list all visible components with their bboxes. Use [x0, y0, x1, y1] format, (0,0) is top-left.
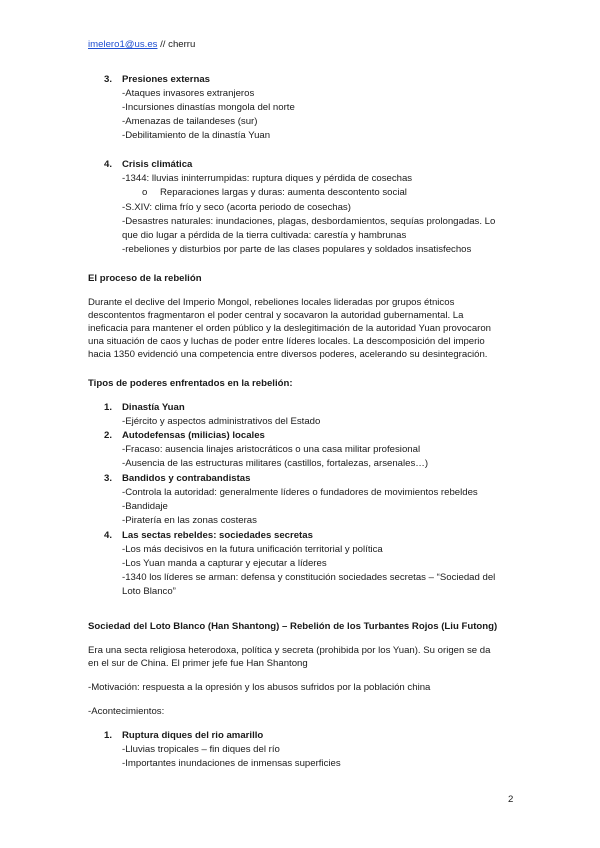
- list-item: que dio lugar a pérdida de la tierra cultivada: carestía y hambrunas: [122, 230, 407, 241]
- paragraph-line: -Acontecimientos:: [88, 706, 165, 717]
- list-number: 2.: [104, 430, 113, 441]
- list-title: Ruptura diques del rio amarillo: [122, 730, 264, 741]
- list-item: -Piratería en las zonas costeras: [122, 515, 257, 526]
- list-title: Presiones externas: [122, 74, 210, 85]
- list-item: Loto Blanco”: [122, 586, 176, 597]
- list-item: -1344: lluvias ininterrumpidas: ruptura diques y pérdida de cosechas: [122, 173, 413, 184]
- list-item: -rebeliones y disturbios por parte de las clases populares y soldados insatisfechos: [122, 244, 472, 255]
- paragraph-line: descontentos fragmentaron el poder central y socavaron la autoridad gubernamental. La: [88, 310, 464, 321]
- list-item: -Los Yuan manda a capturar y ejecutar a líderes: [122, 558, 327, 569]
- paragraph-line: en el sur de China. El primer jefe fue Han Shantong: [88, 658, 308, 669]
- list-item: -Desastres naturales: inundaciones, plagas, desbordamientos, sequías prolongadas. Lo: [122, 216, 496, 227]
- list-title: Autodefensas (milicias) locales: [122, 430, 265, 441]
- list-item: -Ejército y aspectos administrativos del Estado: [122, 416, 321, 427]
- list-item: -Debilitamiento de la dinastía Yuan: [122, 130, 271, 141]
- section-heading: Tipos de poderes enfrentados en la rebelión:: [88, 378, 293, 389]
- list-item: -Lluvias tropicales – fin diques del río: [122, 744, 280, 755]
- list-number: 3.: [104, 473, 113, 484]
- list-item: -Amenazas de tailandeses (sur): [122, 116, 258, 127]
- list-number: 3.: [104, 74, 113, 85]
- list-number: 4.: [104, 159, 113, 170]
- page-number: 2: [508, 794, 514, 805]
- list-item: -Incursiones dinastías mongola del norte: [122, 102, 295, 113]
- list-number: 1.: [104, 402, 113, 413]
- header: [88, 39, 195, 51]
- list-item: -Ataques invasores extranjeros: [122, 88, 255, 99]
- list-item: -1340 los líderes se arman: defensa y constitución sociedades secretas – “Sociedad del: [122, 572, 496, 583]
- header-author: cherru: [168, 39, 196, 50]
- list-number: 4.: [104, 530, 113, 541]
- list-item: -S.XIV: clima frío y seco (acorta periodo de cosechas): [122, 202, 351, 213]
- email-link[interactable]: imelero1@us.es: [88, 39, 158, 50]
- list-item: -Los más decisivos en la futura unificación territorial y política: [122, 544, 383, 555]
- bullet-marker: o: [142, 187, 148, 198]
- section-heading: El proceso de la rebelión: [88, 273, 202, 284]
- header-separator: //: [157, 39, 169, 50]
- section-heading: Sociedad del Loto Blanco (Han Shantong) – Rebelión de los Turbantes Rojos (Liu Futong): [88, 621, 498, 632]
- list-title: Las sectas rebeldes: sociedades secretas: [122, 530, 313, 541]
- list-item: -Ausencia de las estructuras militares (castillos, fortalezas, arsenales…): [122, 458, 429, 469]
- paragraph-line: -Motivación: respuesta a la opresión y los abusos sufridos por la población china: [88, 682, 431, 693]
- list-subitem: Reparaciones largas y duras: aumenta descontento social: [160, 187, 407, 198]
- list-title: Dinastía Yuan: [122, 402, 185, 413]
- list-item: -Fracaso: ausencia linajes aristocráticos o una casa militar profesional: [122, 444, 421, 455]
- paragraph-line: ineficacia para mantener el orden público y la deslegitimación de la autoridad Yuan provocaron: [88, 323, 492, 334]
- list-title: Crisis climática: [122, 159, 193, 170]
- list-item: -Bandidaje: [122, 501, 168, 512]
- paragraph-line: Durante el declive del Imperio Mongol, rebeliones locales lideradas por grupos étnicos: [88, 297, 455, 308]
- paragraph-line: una situación de caos y luchas de poder entre líderes locales. La descomposición del imperio: [88, 336, 485, 347]
- list-item: -Importantes inundaciones de inmensas superficies: [122, 758, 341, 769]
- list-number: 1.: [104, 730, 113, 741]
- list-title: Bandidos y contrabandistas: [122, 473, 251, 484]
- paragraph-line: Era una secta religiosa heterodoxa, política y secreta (prohibida por los Yuan). Su origen se da: [88, 645, 491, 656]
- paragraph-line: hacia 1350 evidenció una competencia entre diversos poderes, acelerando su desintegración.: [88, 349, 488, 360]
- list-item: -Controla la autoridad: generalmente líderes o fundadores de movimientos rebeldes: [122, 487, 478, 498]
